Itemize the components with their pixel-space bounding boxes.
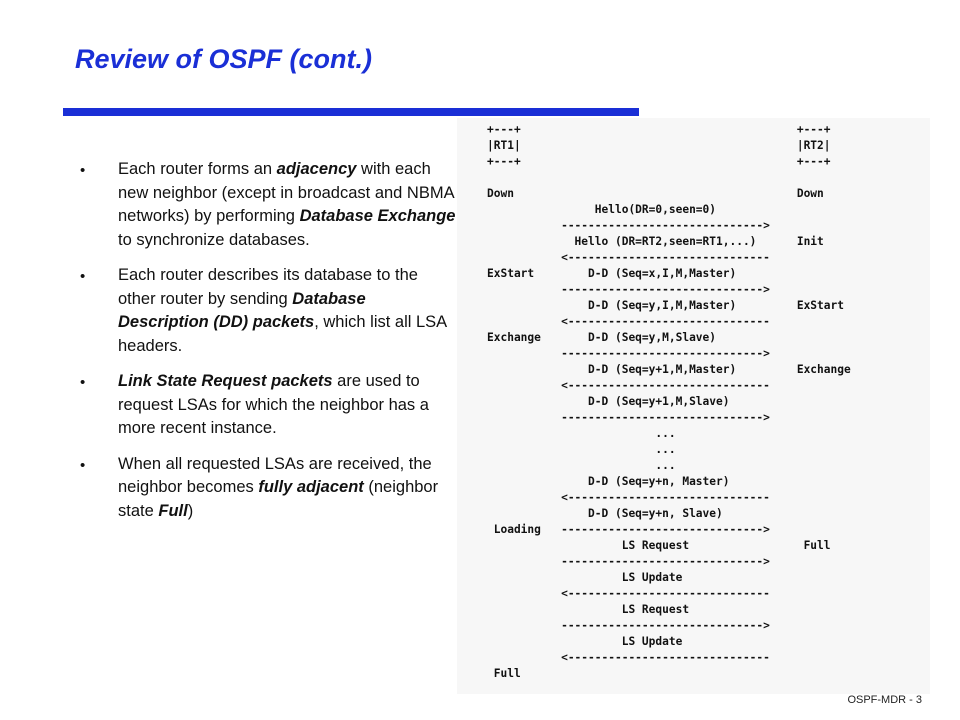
bullet-dot-icon: • — [80, 268, 86, 285]
bullet-item — [80, 264, 460, 358]
bullet-text: Each router forms an adjacency with each new neighbor (except in broadcast and NBMA networks) by performing Database Exchange to synchronize databases. — [118, 160, 456, 249]
bullet-item — [80, 453, 460, 524]
bullet-list — [80, 158, 460, 535]
slide-title: Review of OSPF (cont.) — [75, 44, 373, 74]
bullet-text: When all requested LSAs are received, the neighbor becomes fully adjacent (neighbor state Full) — [118, 454, 439, 520]
bullet-item — [80, 158, 460, 252]
bullet-dot-icon: • — [80, 374, 86, 391]
bullet-dot-icon: • — [80, 162, 86, 179]
bullet-text: Link State Request packets are used to request LSAs for which the neighbor has a more recent instance. — [118, 372, 429, 437]
bullet-item — [80, 370, 460, 441]
diagram-text: +---+ +---+ |RT1| |RT2| +---+ +---+ Down Down Hello(DR=0,seen=0) ------------------------------> Hello (DR=RT2,seen=RT1,...) Init <------------------------------ ExStart D-D (Seq=x,I,M,Master) ------------------------------> D-D (Seq=y,I,M,Master) ExStart <------------------------------ Exchange D-D (Seq=y,M,Slave) ------------------------------> D-D (Seq=y+1,M,Master) Exchange <------------------------------ D-D (Seq=y+1,M,Slave) ------------------------------> ... ... ... D-D (Seq=y+n, Master) <------------------------------ D-D (Seq=y+n, Slave) Loading ------------------------------> LS Request Full ------------------------------> LS Update <------------------------------ LS Request ------------------------------> LS Update <------------------------------ Full — [487, 123, 851, 680]
bullet-text: Each router describes its database to the other router by sending Database Description (DD) packets, which list all LSA headers. — [118, 266, 447, 355]
ospf-adjacency-sequence-diagram — [457, 118, 930, 694]
slide-footer: OSPF-MDR - 3 — [847, 694, 922, 706]
bullet-dot-icon: • — [80, 456, 86, 474]
title-underline-bar — [63, 108, 639, 116]
